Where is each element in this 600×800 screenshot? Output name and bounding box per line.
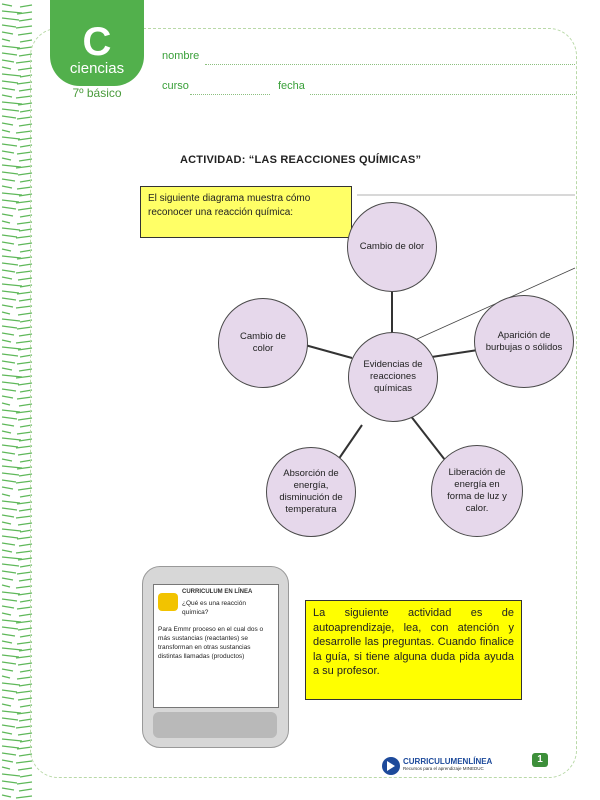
diagram-node-olor: Cambio de olor [347, 202, 437, 292]
curriculum-logo-icon [381, 756, 401, 776]
date-label: fecha [278, 80, 305, 92]
logo-tagline: Recursos para el aprendizaje MINEDUC [403, 766, 484, 771]
intro-box: El siguiente diagrama muestra cómo reconocer una reacción química: [140, 186, 352, 238]
diagram-node-liberacion: Liberación de energía en forma de luz y calor. [431, 445, 523, 537]
activity-title: ACTIVIDAD: “LAS REACCIONES QUÍMICAS” [180, 154, 422, 166]
curriculum-mascot-icon [158, 593, 178, 611]
grade-label: 7º básico [72, 86, 122, 100]
curriculum-logo [403, 757, 492, 771]
subject-name: ciencias [69, 60, 125, 77]
phone-question: ¿Qué es una reacción química? [182, 600, 246, 616]
phone-answer: Para Emmr proceso en el cual dos o más sustancias (reactantes) se transforman en otras sustancias distintas llamadas (productos) [158, 626, 264, 660]
diagram-center-node: Evidencias de reacciones químicas [348, 332, 438, 422]
phone-brand: CURRICULUM EN LÍNEA [182, 589, 253, 595]
course-label: curso [162, 80, 189, 92]
phone-screen [153, 584, 279, 708]
page-number: 1 [532, 753, 548, 767]
diagram-node-burbujas: Aparición de burbujas o sólidos [474, 295, 574, 388]
phone-keypad [153, 712, 277, 738]
subject-letter: C [82, 20, 112, 64]
logo-text: CURRICULUMENLÍNEA [403, 757, 493, 766]
self-learning-box: La siguiente actividad es de autoaprendizaje, lea, con atención y desarrolle las preguntas. Cuando finalice la guía, si tiene alguna duda pida ayuda a su profesor. [305, 600, 522, 700]
diagram-node-absorcion: Absorción de energía, disminución de temperatura [266, 447, 356, 537]
diagram-node-color: Cambio de color [218, 298, 308, 388]
name-label: nombre [162, 50, 200, 62]
